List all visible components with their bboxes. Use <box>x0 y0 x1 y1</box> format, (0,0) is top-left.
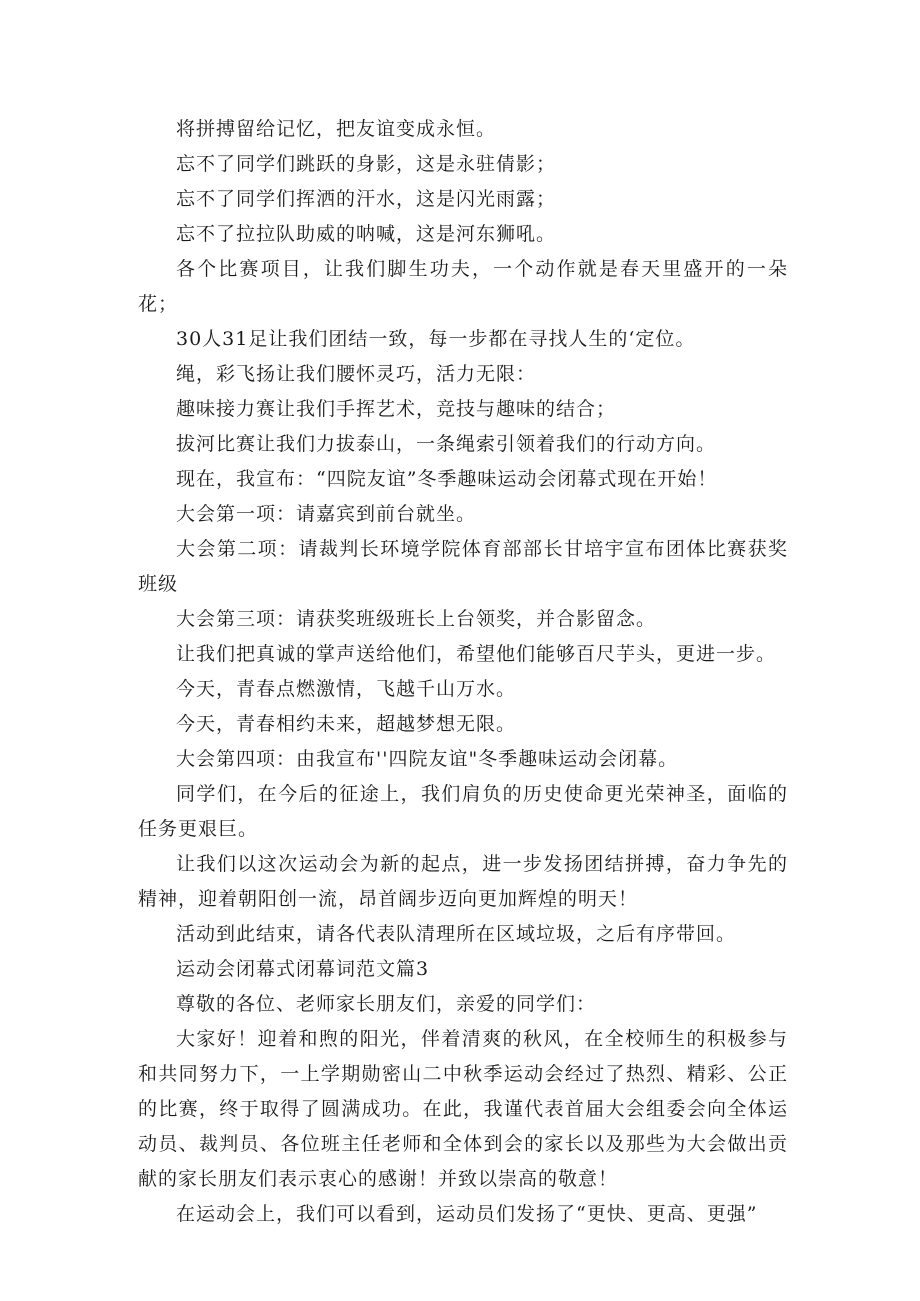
paragraph: 大会第二项：请裁判长环境学院体育部部长甘培宇宣布团体比赛获奖班级 <box>138 538 788 595</box>
paragraph: 大家好！迎着和煦的阳光，伴着清爽的秋风，在全校师生的积极参与和共同努力下，一上学期勋密山二中秋季运动会经过了热烈、精彩、公正的比赛，终于取得了圆满成功。在此，我谨代表首届大会组委会向全体运动员、裁判员、各位班主任老师和全体到会的家长以及那些为大会做出贡献的家长朋友们表示衷心的感谢！并致以崇高的敬意！ <box>138 1028 788 1190</box>
paragraph: 让我们以这次运动会为新的起点，进一步发扬团结拼搏，奋力争先的精神，迎着朝阳创一流，昂首阔步迈向更加辉煌的明天！ <box>138 853 788 910</box>
paragraph: 大会第三项：请获奖班级班长上台领奖，并合影留念。 <box>176 608 657 630</box>
paragraph: 绳，彩飞扬让我们腰怀灵巧，活力无限： <box>176 363 537 385</box>
paragraph: 忘不了同学们挥洒的汗水，这是闪光雨露； <box>176 188 557 210</box>
paragraph: 忘不了同学们跳跃的身影，这是永驻倩影； <box>176 153 557 175</box>
paragraph: 趣味接力赛让我们手挥艺术，竞技与趣味的结合； <box>176 398 617 420</box>
paragraph: 大会第一项：请嘉宾到前台就坐。 <box>176 503 477 525</box>
document-body <box>138 112 788 1232</box>
paragraph: 将拼搏留给记忆，把友谊变成永恒。 <box>176 118 497 140</box>
section-heading: 运动会闭幕式闭幕词范文篇3 <box>176 958 430 980</box>
paragraph: 活动到此结束，请各代表队清理所在区域垃圾，之后有序带回。 <box>176 923 737 945</box>
paragraph: 同学们，在今后的征途上，我们肩负的历史使命更光荣神圣，面临的任务更艰巨。 <box>138 783 788 840</box>
paragraph: 拔河比赛让我们力拔泰山，一条绳索引领着我们的行动方向。 <box>176 433 717 455</box>
paragraph: 各个比赛项目，让我们脚生功夫，一个动作就是春天里盛开的一朵花； <box>138 258 788 315</box>
paragraph: 30人31足让我们团结一致，每一步都在寻找人生的‘定位。 <box>176 328 696 350</box>
salutation: 尊敬的各位、老师家长朋友们，亲爱的同学们： <box>176 993 597 1015</box>
paragraph: 今天，青春点燃激情，飞越千山万水。 <box>176 678 517 700</box>
paragraph: 在运动会上，我们可以看到，运动员们发扬了“更快、更高、更强” <box>176 1203 758 1225</box>
paragraph: 今天，青春相约未来，超越梦想无限。 <box>176 713 517 735</box>
paragraph: 让我们把真诚的掌声送给他们，希望他们能够百尺芋头，更进一步。 <box>176 643 777 665</box>
paragraph: 忘不了拉拉队助威的呐喊，这是河东狮吼。 <box>176 223 557 245</box>
paragraph: 现在，我宣布：“四院友谊”冬季趣味运动会闭幕式现在开始！ <box>176 468 718 490</box>
paragraph: 大会第四项：由我宣布''四院友谊"冬季趣味运动会闭幕。 <box>176 748 679 770</box>
